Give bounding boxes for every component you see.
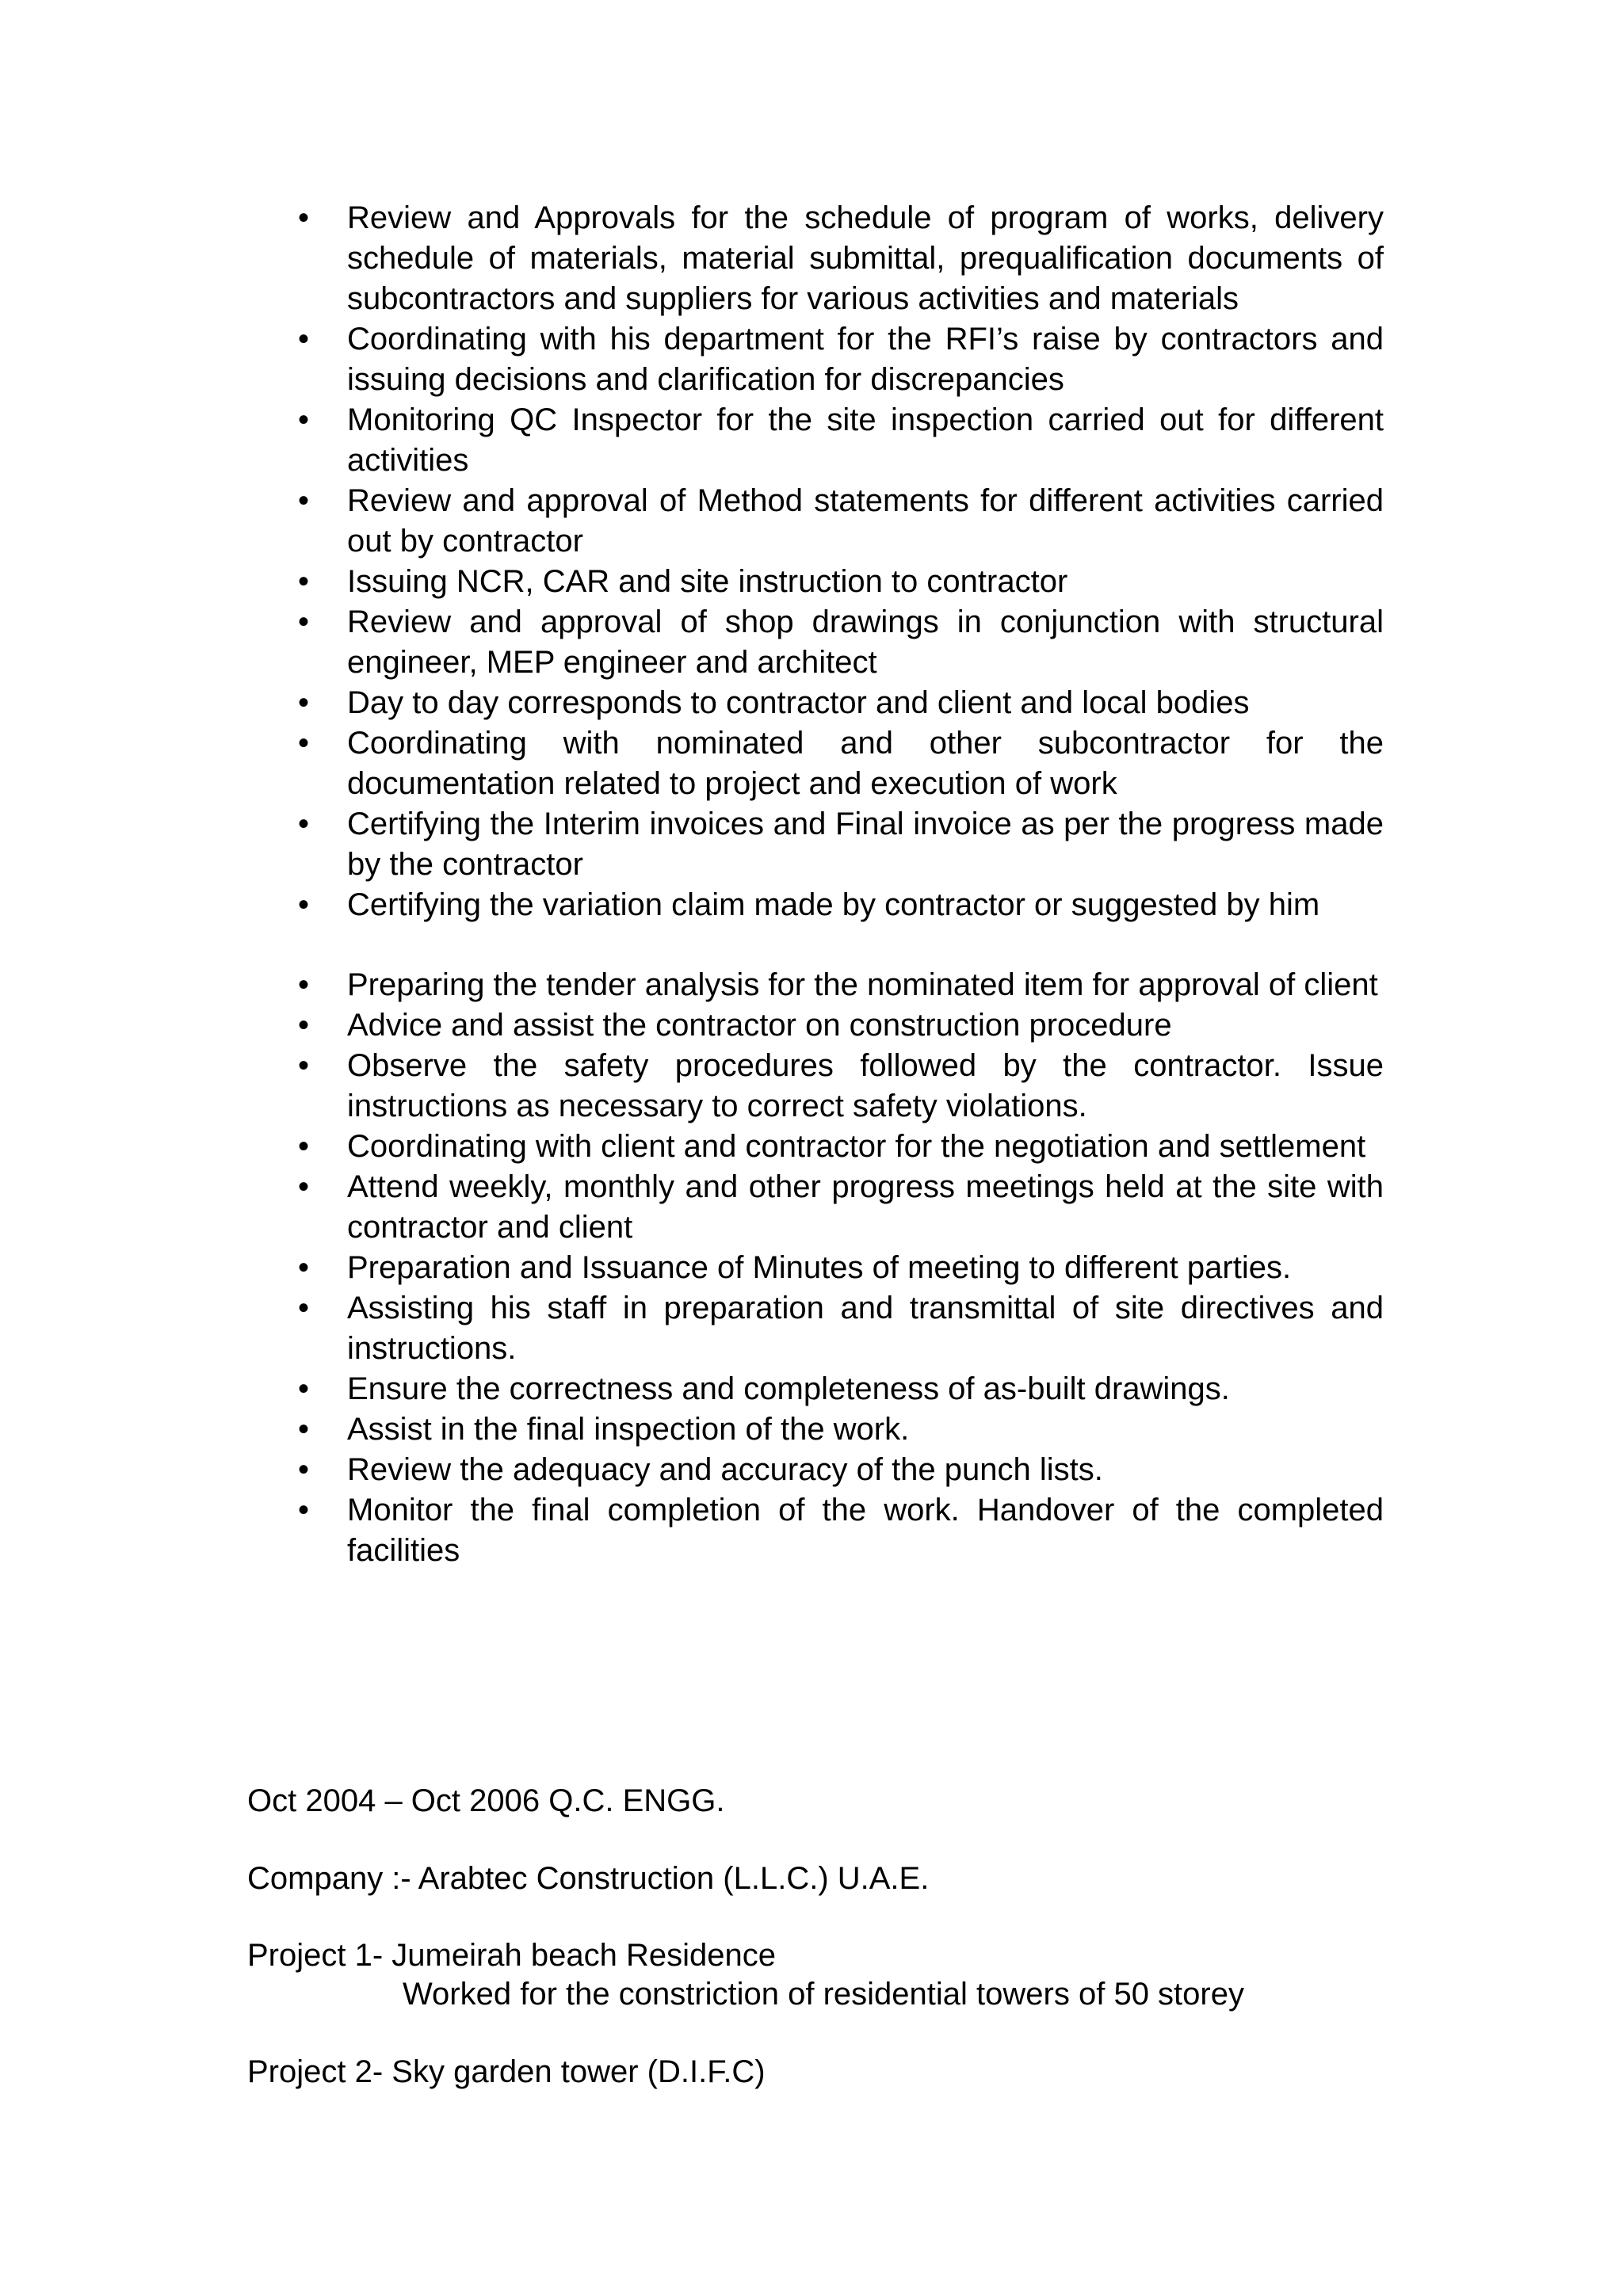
list-item bbox=[292, 1167, 1384, 1248]
bullet-icon: • bbox=[297, 1371, 309, 1406]
list-item-text: Day to day corresponds to contractor and client and local bodies bbox=[347, 685, 1250, 720]
bullet-icon: • bbox=[297, 1412, 309, 1447]
list-item bbox=[292, 1490, 1384, 1571]
list-item-text: Preparing the tender analysis for the nominated item for approval of client bbox=[347, 967, 1378, 1002]
project-1-title: Project 1- Jumeirah beach Residence bbox=[247, 1938, 777, 1973]
list-item bbox=[292, 1288, 1384, 1369]
bullet-icon: • bbox=[297, 967, 309, 1002]
list-item bbox=[292, 683, 1384, 723]
list-item-text: Review the adequacy and accuracy of the punch lists. bbox=[347, 1452, 1103, 1487]
employment-period-title: Oct 2004 – Oct 2006 Q.C. ENGG. bbox=[247, 1783, 725, 1818]
list-item-text: Coordinating with client and contractor for the negotiation and settlement bbox=[347, 1129, 1366, 1164]
list-item-text: Review and approval of Method statements for different activities carried out by contractor bbox=[347, 483, 1384, 559]
list-item-text: Certifying the Interim invoices and Final invoice as per the progress made by the contractor bbox=[347, 807, 1384, 882]
list-item bbox=[292, 400, 1384, 481]
list-item bbox=[292, 1127, 1384, 1167]
bullet-icon: • bbox=[297, 1250, 309, 1285]
list-item bbox=[292, 198, 1384, 319]
bullet-icon: • bbox=[297, 564, 309, 599]
list-item bbox=[292, 723, 1384, 804]
list-item bbox=[292, 804, 1384, 885]
list-item-text: Preparation and Issuance of Minutes of meeting to different parties. bbox=[347, 1250, 1292, 1285]
bullet-icon: • bbox=[297, 887, 309, 922]
list-item bbox=[292, 1450, 1384, 1490]
list-item-text: Coordinating with nominated and other subcontractor for the documentation related to project and execution of work bbox=[347, 726, 1384, 801]
bullet-icon: • bbox=[297, 807, 309, 841]
bullet-icon: • bbox=[297, 1129, 309, 1164]
list-item bbox=[292, 319, 1384, 400]
list-item-text: Attend weekly, monthly and other progress meetings held at the site with contractor and client bbox=[347, 1169, 1384, 1245]
list-item-text: Certifying the variation claim made by contractor or suggested by him bbox=[347, 887, 1320, 922]
list-item bbox=[292, 1248, 1384, 1288]
list-item bbox=[292, 1046, 1384, 1127]
list-item bbox=[292, 1369, 1384, 1409]
list-item-text: Observe the safety procedures followed by the contractor. Issue instructions as necessary to correct safety violations. bbox=[347, 1048, 1384, 1123]
bullet-icon: • bbox=[297, 200, 309, 235]
bullet-icon: • bbox=[297, 1008, 309, 1043]
list-item-text: Issuing NCR, CAR and site instruction to contractor bbox=[347, 564, 1068, 599]
list-item-text: Coordinating with his department for the RFI’s raise by contractors and issuing decisions and clarification for discrepancies bbox=[347, 322, 1384, 397]
list-item-text: Monitor the final completion of the work. Handover of the completed facilities bbox=[347, 1493, 1384, 1568]
project-1-description: Worked for the constriction of residential towers of 50 storey bbox=[403, 1977, 1244, 2012]
list-item-text: Assisting his staff in preparation and transmittal of site directives and instructions. bbox=[347, 1291, 1384, 1366]
list-item bbox=[292, 965, 1384, 1005]
list-item-text: Assist in the final inspection of the work. bbox=[347, 1412, 910, 1447]
list-item bbox=[292, 481, 1384, 562]
bullet-icon: • bbox=[297, 1493, 309, 1527]
list-item bbox=[292, 602, 1384, 683]
list-item-text: Review and approval of shop drawings in conjunction with structural engineer, MEP engineer and architect bbox=[347, 605, 1384, 680]
bullet-icon: • bbox=[297, 1169, 309, 1204]
bullet-icon: • bbox=[297, 402, 309, 437]
bullet-icon: • bbox=[297, 605, 309, 639]
bullet-icon: • bbox=[297, 685, 309, 720]
bullet-icon: • bbox=[297, 1452, 309, 1487]
company-line: Company :- Arabtec Construction (L.L.C.) U.A.E. bbox=[247, 1861, 930, 1896]
list-item-text: Ensure the correctness and completeness of as-built drawings. bbox=[347, 1371, 1230, 1406]
list-item bbox=[292, 562, 1384, 602]
list-item-text: Monitoring QC Inspector for the site inspection carried out for different activities bbox=[347, 402, 1384, 478]
bullet-icon: • bbox=[297, 726, 309, 761]
bullet-icon: • bbox=[297, 483, 309, 518]
list-item bbox=[292, 1005, 1384, 1046]
list-item-text: Advice and assist the contractor on construction procedure bbox=[347, 1008, 1172, 1043]
bullet-icon: • bbox=[297, 1048, 309, 1083]
bullet-icon: • bbox=[297, 322, 309, 357]
list-item-text: Review and Approvals for the schedule of program of works, delivery schedule of materials, material submittal, prequalification documents of subcontractors and suppliers for various activities and materials bbox=[347, 200, 1384, 316]
list-item bbox=[292, 885, 1384, 925]
project-2-title: Project 2- Sky garden tower (D.I.F.C) bbox=[247, 2054, 766, 2089]
bullet-icon: • bbox=[297, 1291, 309, 1325]
list-item bbox=[292, 1409, 1384, 1450]
responsibilities-list bbox=[292, 198, 1384, 1571]
